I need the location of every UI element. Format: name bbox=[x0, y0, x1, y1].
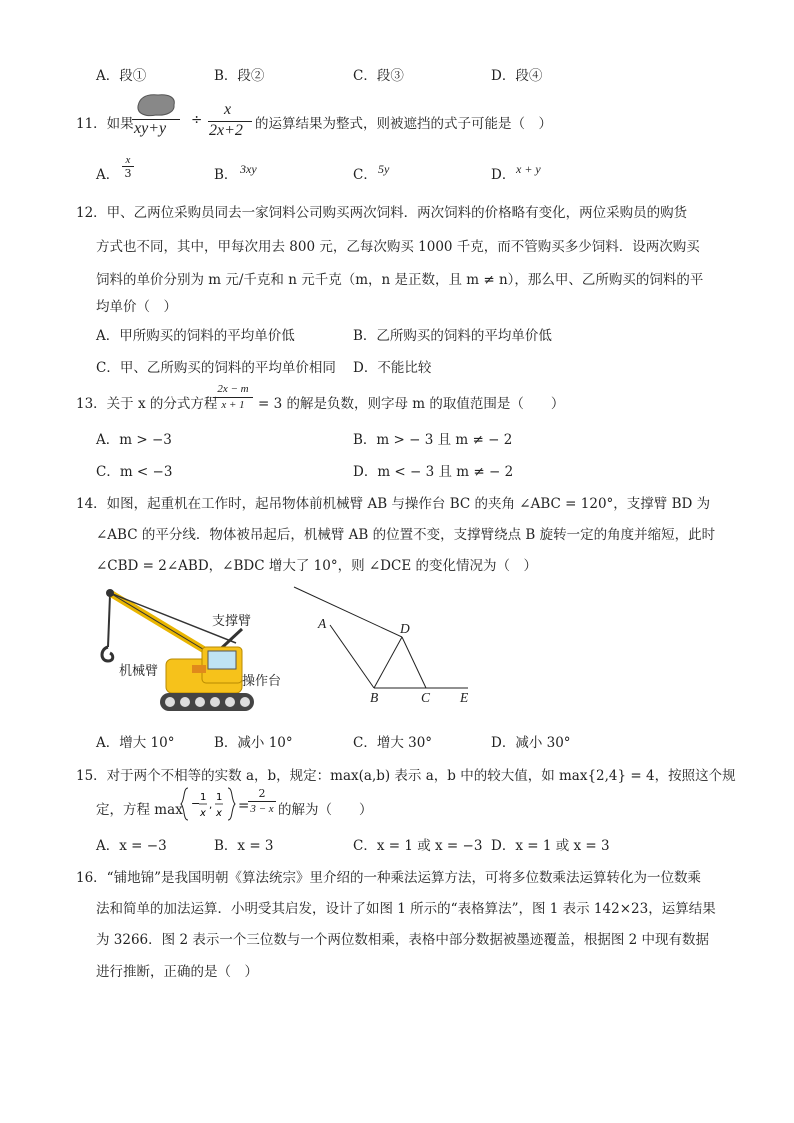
q14-line-1: 14．如图，起重机在工作时，起吊物体前机械臂 AB 与操作台 BC 的夹角 ∠ABC = 120°，支撑臂 BD 为 bbox=[76, 496, 711, 512]
q14-line-2: ∠ABC 的平分线．物体被吊起后，机械臂 AB 的位置不变，支撑臂绕点 B 旋转一定的角度并缩短，此时 bbox=[96, 527, 716, 543]
point-label-a: A bbox=[318, 616, 327, 631]
q14-option-c: C．增大 30° bbox=[353, 735, 433, 751]
q12-line-2: 方式也不同，其中，甲每次用去 800 元，乙每次购买 1000 千克，而不管购买多少饲料．设两次购买 bbox=[96, 239, 700, 255]
q11-option-d-expr: x + y bbox=[516, 162, 541, 176]
svg-text:1: 1 bbox=[200, 792, 207, 803]
crane-label-platform: 操作台 bbox=[242, 674, 282, 689]
q11-frac1-denominator: xy+y bbox=[134, 120, 167, 137]
q15-fraction-denominator: 3 − x bbox=[250, 803, 274, 815]
q13-fraction bbox=[213, 382, 253, 413]
q11-option-d-label: D． bbox=[491, 167, 516, 183]
q11-frac2-denominator: 2x+2 bbox=[209, 122, 243, 139]
q12-line-4: 均单价（ ） bbox=[96, 299, 177, 315]
q13-option-a: A．m > −3 bbox=[96, 432, 172, 448]
q11-frac2-numerator: x bbox=[224, 101, 232, 118]
q13-prefix: 13．关于 x 的分式方程 bbox=[76, 396, 218, 412]
q10-option-a: A．段① bbox=[96, 68, 147, 84]
q14-option-a: A．增大 10° bbox=[96, 735, 175, 751]
q15-equals: = bbox=[238, 798, 250, 814]
svg-text:x: x bbox=[216, 808, 222, 819]
q11-prefix: 11．如果 bbox=[76, 116, 134, 132]
q12-option-b: B．乙所购买的饲料的平均单价低 bbox=[353, 328, 552, 344]
svg-text:1: 1 bbox=[216, 792, 223, 803]
q11-option-c-expr: 5y bbox=[378, 162, 390, 176]
q15-option-a: A．x = −3 bbox=[96, 838, 167, 854]
max-set-braces bbox=[180, 786, 236, 822]
q15-line-2-suffix: 的解为（ ） bbox=[278, 802, 373, 818]
svg-text:,: , bbox=[209, 800, 213, 811]
q11-divide-sign: ÷ bbox=[191, 112, 203, 128]
q16-line-2: 法和简单的加法运算．小明受其启发，设计了如图 1 所示的“表格算法”，图 1 表示 142×23，运算结果 bbox=[96, 901, 716, 917]
q13-option-d: D．m < − 3 且 m ≠ − 2 bbox=[353, 464, 514, 480]
q10-option-c: C．段③ bbox=[353, 68, 404, 84]
point-label-c: C bbox=[421, 690, 431, 705]
q11-option-a-numerator: x bbox=[122, 154, 134, 167]
q15-line-1: 15．对于两个不相等的实数 a，b，规定：max(a,b) 表示 a，b 中的较大值，如 max{2,4} = 4，按照这个规 bbox=[76, 768, 736, 784]
q12-line-3: 饲料的单价分别为 m 元/千克和 n 元千克（m，n 是正数，且 m ≠ n），那么甲、乙所购买的饲料的平 bbox=[96, 272, 704, 288]
svg-text:x: x bbox=[200, 808, 206, 819]
q11-option-c-label: C． bbox=[353, 167, 377, 183]
q11-option-b-label: B． bbox=[214, 167, 238, 183]
q16-line-1: 16．“铺地锦”是我国明朝《算法统宗》里介绍的一种乘法运算方法，可将多位数乘法运算转化为一位数乘 bbox=[76, 870, 701, 886]
point-label-d: D bbox=[400, 621, 410, 636]
q11-option-a-denominator: 3 bbox=[124, 167, 132, 180]
q11-option-a-label: A． bbox=[96, 167, 120, 183]
q15-line-2-prefix: 定，方程 max bbox=[96, 802, 183, 818]
q10-option-b: B．段② bbox=[214, 68, 265, 84]
svg-text:−: − bbox=[191, 797, 201, 810]
q11-option-a-fraction bbox=[122, 154, 134, 180]
q15-fraction-numerator: 2 bbox=[248, 786, 276, 802]
point-label-e: E bbox=[460, 690, 469, 705]
ink-blot-icon bbox=[134, 92, 178, 118]
crane-label-support: 支撑臂 bbox=[212, 614, 252, 629]
q15-fraction bbox=[248, 786, 276, 817]
q11-suffix: 的运算结果为整式，则被遮挡的式子可能是（ ） bbox=[255, 116, 552, 132]
q16-line-3: 为 3266．图 2 表示一个三位数与一个两位数相乘，表格中部分数据被墨迹覆盖，根据图 2 中现有数据 bbox=[96, 932, 709, 948]
q12-option-a: A．甲所购买的饲料的平均单价低 bbox=[96, 328, 295, 344]
q14-option-b: B．减小 10° bbox=[214, 735, 293, 751]
q15-option-c: C．x = 1 或 x = −3 bbox=[353, 838, 483, 854]
q14-option-d: D．减小 30° bbox=[491, 735, 571, 751]
q13-fraction-numerator: 2x − m bbox=[213, 382, 253, 398]
q12-option-c: C．甲、乙所购买的饲料的平均单价相同 bbox=[96, 360, 336, 376]
q10-option-d: D．段④ bbox=[491, 68, 543, 84]
crane-illustration bbox=[96, 585, 296, 715]
q12-option-d: D．不能比较 bbox=[353, 360, 432, 376]
crane-label-arm: 机械臂 bbox=[119, 664, 159, 679]
q13-suffix: = 3 的解是负数，则字母 m 的取值范围是（ ） bbox=[258, 396, 565, 412]
q15-option-b: B．x = 3 bbox=[214, 838, 274, 854]
q12-line-1: 12．甲、乙两位采购员同去一家饲料公司购买两次饲料．两次饲料的价格略有变化，两位采购员的购货 bbox=[76, 205, 688, 221]
q11-option-b-expr: 3xy bbox=[240, 162, 257, 176]
q15-option-d: D．x = 1 或 x = 3 bbox=[491, 838, 610, 854]
q13-option-b: B．m > − 3 且 m ≠ − 2 bbox=[353, 432, 513, 448]
q13-option-c: C．m < −3 bbox=[96, 464, 173, 480]
q14-line-3: ∠CBD = 2∠ABD，∠BDC 增大了 10°，则 ∠DCE 的变化情况为（ ） bbox=[96, 558, 537, 574]
q13-fraction-denominator: x + 1 bbox=[221, 399, 245, 411]
q16-line-4: 进行推断，正确的是（ ） bbox=[96, 964, 258, 980]
point-label-b: B bbox=[370, 690, 379, 705]
